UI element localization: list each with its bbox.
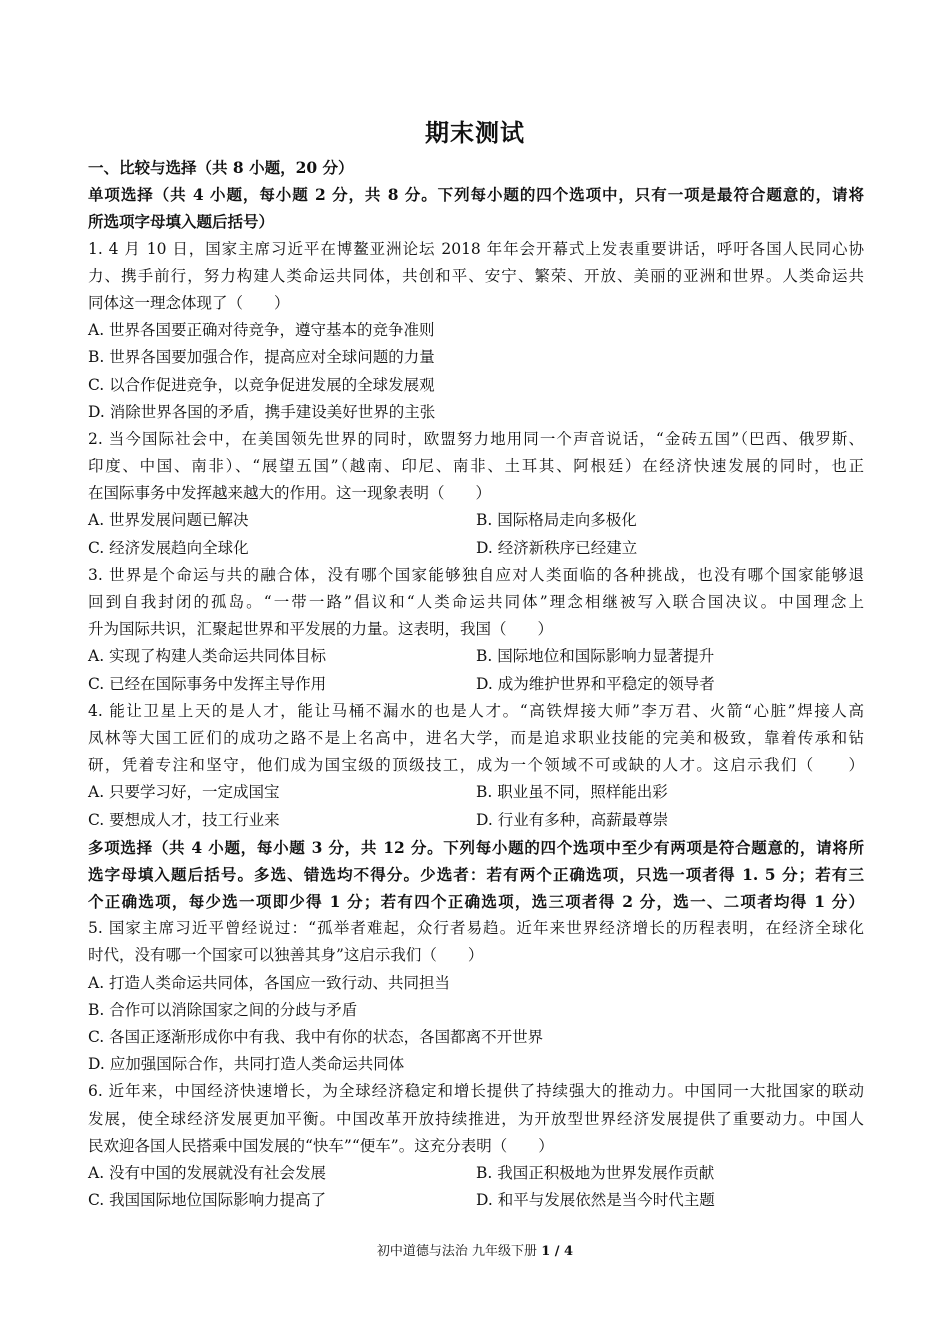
option-a: A. 打造人类命运共同体，各国应一致行动、共同担当 [88,973,451,992]
question-stem: 回到自我封闭的孤岛。“一带一路”倡议和“人类命运共同体”理念相继被写入联合国决议。中国理念上 [88,593,864,611]
question-6 [88,1078,864,1214]
option-a: A. 没有中国的发展就没有社会发展 [88,1163,327,1182]
question-stem: 5. 国家主席习近平曾经说过：“孤举者难起，众行者易趋。近年来世界经济增长的历程表明，在经济全球化 [88,919,864,938]
question-5 [88,915,864,1078]
question-stem: 2. 当今国际社会中，在美国领先世界的同时，欧盟努力地用同一个声音说话，“金砖五国”（巴西、俄罗斯、 [88,429,864,448]
option-b: B. 国际地位和国际影响力显著提升 [476,647,715,666]
question-3 [88,562,864,698]
option-b: B. 职业虽不同，照样能出彩 [476,783,668,802]
single-choice-instructions: 单项选择（共 4 小题，每小题 2 分，共 8 分。下列每小题的四个选项中，只有一项是最符合题意的，请将 [88,185,864,205]
option-a: A. 世界各国要正确对待竞争，遵守基本的竞争准则 [88,321,435,340]
option-a: A. 世界发展问题已解决 [88,511,249,530]
option-a: A. 实现了构建人类命运共同体目标 [88,647,327,666]
question-stem: 升为国际共识，汇聚起世界和平发展的力量。这表明，我国（ ） [88,620,554,639]
option-c: C. 各国正逐渐形成你中有我、我中有你的状态，各国都离不开世界 [88,1028,544,1046]
option-c: C. 已经在国际事务中发挥主导作用 [88,674,327,693]
question-stem: 民欢迎各国人民搭乘中国发展的“快车”“便车”。这充分表明（ ） [88,1136,554,1155]
option-d: D. 应加强国际合作，共同打造人类命运共同体 [88,1055,405,1074]
option-d: D. 成为维护世界和平稳定的领导者 [476,674,715,693]
question-1 [88,236,864,426]
question-4 [88,698,864,834]
question-stem: 6. 近年来，中国经济快速增长，为全球经济稳定和增长提供了持续强大的推动力。中国同一大批国家的联动 [88,1082,864,1101]
option-c: C. 经济发展趋向全球化 [88,538,249,557]
option-c: C. 要想成人才，技工行业来 [88,810,280,829]
section-heading: 一、比较与选择（共 8 小题，20 分） [88,158,354,177]
exam-content [88,154,864,1214]
question-stem: 3. 世界是个命运与共的融合体，没有哪个国家能够独自应对人类面临的各种挑战，也没有哪个国家能够退 [88,565,864,584]
option-c: C. 以合作促进竞争，以竞争促进发展的全球发展观 [88,375,435,394]
option-b: B. 我国正积极地为世界发展作贡献 [476,1163,715,1182]
multi-choice-instructions: 多项选择（共 4 小题，每小题 3 分，共 12 分。下列每小题的四个选项中至少有两项是符合题意的，请将所 [88,837,864,857]
question-stem: 4. 能让卫星上天的是人才，能让马桶不漏水的也是人才。“高铁焊接大师”李万君、火箭“心脏”焊接人高 [88,701,864,720]
question-stem: 同体这一理念体现了（ ） [88,293,290,312]
option-d: D. 消除世界各国的矛盾，携手建设美好世界的主张 [88,402,436,421]
multi-choice-instructions: 选字母填入题后括号。多选、错选均不得分。少选者：若有两个正确选项，只选一项者得 1. 5 分；若有三 [88,864,864,884]
footer-label: 初中道德与法治 九年级下册 [376,1244,538,1259]
option-b: B. 国际格局走向多极化 [476,511,637,530]
option-c: C. 我国国际地位国际影响力提高了 [88,1191,327,1210]
option-b: B. 世界各国要加强合作，提高应对全球问题的力量 [88,348,435,367]
question-stem: 时代，没有哪一个国家可以独善其身”这启示我们（ ） [88,946,484,965]
question-stem: 1. 4 月 10 日，国家主席习近平在博鳌亚洲论坛 2018 年年会开幕式上发表重要讲话，呼吁各国人民同心协 [88,239,864,258]
question-stem: 力、携手前行，努力构建人类命运共同体，共创和平、安宁、繁荣、开放、美丽的亚洲和世界。人类命运共 [88,266,864,285]
page-number: 1 / 4 [541,1244,574,1259]
page-footer [0,1242,950,1262]
question-stem: 凤林等大国工匠们的成功之路不是上名高中，进名大学，而是追求职业技能的完美和极致，靠着传承和钻 [88,728,864,747]
option-d: D. 和平与发展依然是当今时代主题 [476,1191,715,1210]
question-stem: 印度、中国、南非）、“展望五国”（越南、印尼、南非、土耳其、阿根廷）在经济快速发展的同时，也正 [88,457,864,476]
single-choice-instructions: 所选项字母填入题后括号） [88,212,275,232]
option-d: D. 经济新秩序已经建立 [476,538,638,557]
multi-choice-instructions: 个正确选项，每少选一项即少得 1 分；若有四个正确选项，选三项者得 2 分，选一、二项者均得 1 分） [88,892,864,912]
page-title: 期末测试 [425,118,525,147]
question-stem: 发展，使全球经济发展更加平衡。中国改革开放持续推进，为开放型世界经济发展提供了重要动力。中国人 [88,1109,864,1128]
option-b: B. 合作可以消除国家之间的分歧与矛盾 [88,1000,358,1019]
question-2 [88,426,864,562]
question-stem: 研，凭着专注和坚守，他们成为国宝级的顶级技工，成为一个领域不可或缺的人才。这启示我们（ ） [88,756,864,775]
question-stem: 在国际事务中发挥越来越大的作用。这一现象表明（ ） [88,484,492,503]
option-a: A. 只要学习好，一定成国宝 [88,783,280,802]
option-d: D. 行业有多种，高薪最尊崇 [476,810,669,829]
